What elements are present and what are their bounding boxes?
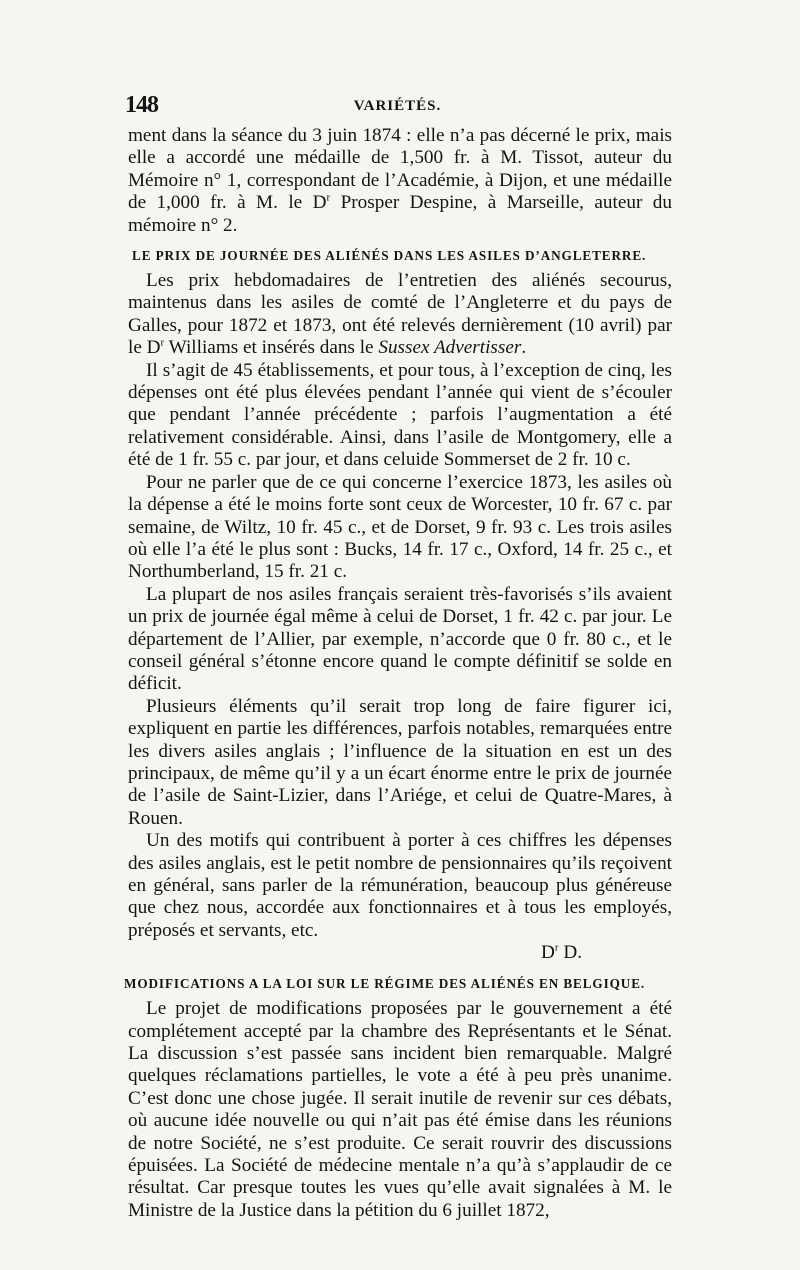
intro-paragraph: ment dans la séance du 3 juin 1874 : elle n’a pas décerné le prix, mais elle a accordé une médaille de 1,500 fr. à M. Tissot, auteur du Mémoire n° 1, correspondant de l’Académie, à Dijon, et une médaille de 1,000 fr. à M. le $D^r$ Prosper Despine, à Marseille, auteur du mémoire n° 2.: [128, 125, 672, 236]
page-header: [125, 92, 670, 120]
section-heading-prix-journee: LE PRIX DE JOURNÉE DES ALIÉNÉS DANS LES ASILES D’ANGLETERRE.: [132, 248, 647, 264]
paragraph: La plupart de nos asiles français seraient très-favorisés s’ils avaient un prix de journée égal même à celui de Dorset, 1 fr. 42 c. par jour. Le département de l’Allier, par exemple, n’accorde que 0 fr. 80 c., et le conseil général s’étonne encore quand le compte définitif se solde en déficit.: [128, 583, 672, 695]
section-heading-belgique: MODIFICATIONS A LA LOI SUR LE RÉGIME DES ALIÉNÉS EN BELGIQUE.: [124, 976, 646, 992]
running-head: VARIÉTÉS.: [353, 98, 442, 114]
paragraph: Un des motifs qui contribuent à porter à ces chiffres les dépenses des asiles anglais, est le petit nombre de pensionnaires qu’ils reçoivent en général, sans parler de la rémunération, beaucoup plus généreuse que chez nous, accordée aux fonctionnaires et à tous les employés, préposés et servants, etc.: [128, 830, 672, 941]
author-signature: $D^r$ D.: [541, 941, 582, 964]
newspaper-title: Sussex Advertisser: [378, 337, 522, 359]
paragraph: Il s’agit de 45 établissements, et pour tous, à l’exception de cinq, les dépenses ont été plus élevées pendant l’année qui vient de s’écouler que pendant l’année précédente ; parfois l’augmentation a été relativement considérable. Ainsi, dans l’asile de Montgomery, elle a été de 1 fr. 55 c. par jour, et dans celuide Sommerset de 2 fr. 10 c.: [128, 359, 672, 471]
paragraph: Pour ne parler que de ce qui concerne l’exercice 1873, les asiles où la dépense a été le moins forte sont ceux de Worcester, 10 fr. 67 c. par semaine, de Wiltz, 10 fr. 45 c., et de Dorset, 9 fr. 93 c. Les trois asiles où elle l’a été le plus sont : Bucks, 14 fr. 17 c., Oxford, 14 fr. 25 c., et Northumberland, 15 fr. 21 c.: [128, 471, 672, 583]
page-number: 148: [125, 92, 158, 118]
paragraph: Le projet de modifications proposées par le gouvernement a été complétement accepté par la chambre des Représentants et le Sénat. La discussion s’est passée sans incident bien remarquable. Malgré quelques réclamations partielles, le vote a été à peu près unanime. C’est donc une chose jugée. Il serait inutile de revenir sur ces débats, où aucune idée nouvelle ou qui n’ait pas été émise dans les réunions de notre Société, ne s’est produite. Ce serait rouvrir des discussions épuisées. La Société de médecine mentale n’a qu’à s’applaudir de ce résultat. Car presque toutes les vues qu’elle avait signalées à M. le Ministre de la Justice dans la pétition du 6 juillet 1872,: [128, 998, 672, 1221]
paragraph: Les prix hebdomadaires de l’entretien des aliénés secourus, maintenus dans les asiles de comté de l’Angleterre et du pays de Galles, pour 1872 et 1873, ont été relevés dernièrement (10 avril) par le $D^r$ Williams et insérés dans le Sussex Advertisser.: [128, 270, 672, 359]
paragraph: Plusieurs éléments qu’il serait trop long de faire figurer ici, expliquent en partie les différences, parfois notables, remarquées entre les divers asiles anglais ; l’influence de la situation en est un des principaux, de même qu’il y a un écart énorme entre le prix de journée de l’asile de Saint-Lizier, dans l’Ariége, et celui de Quatre-Mares, à Rouen.: [128, 695, 672, 829]
page-body: [124, 125, 672, 1222]
